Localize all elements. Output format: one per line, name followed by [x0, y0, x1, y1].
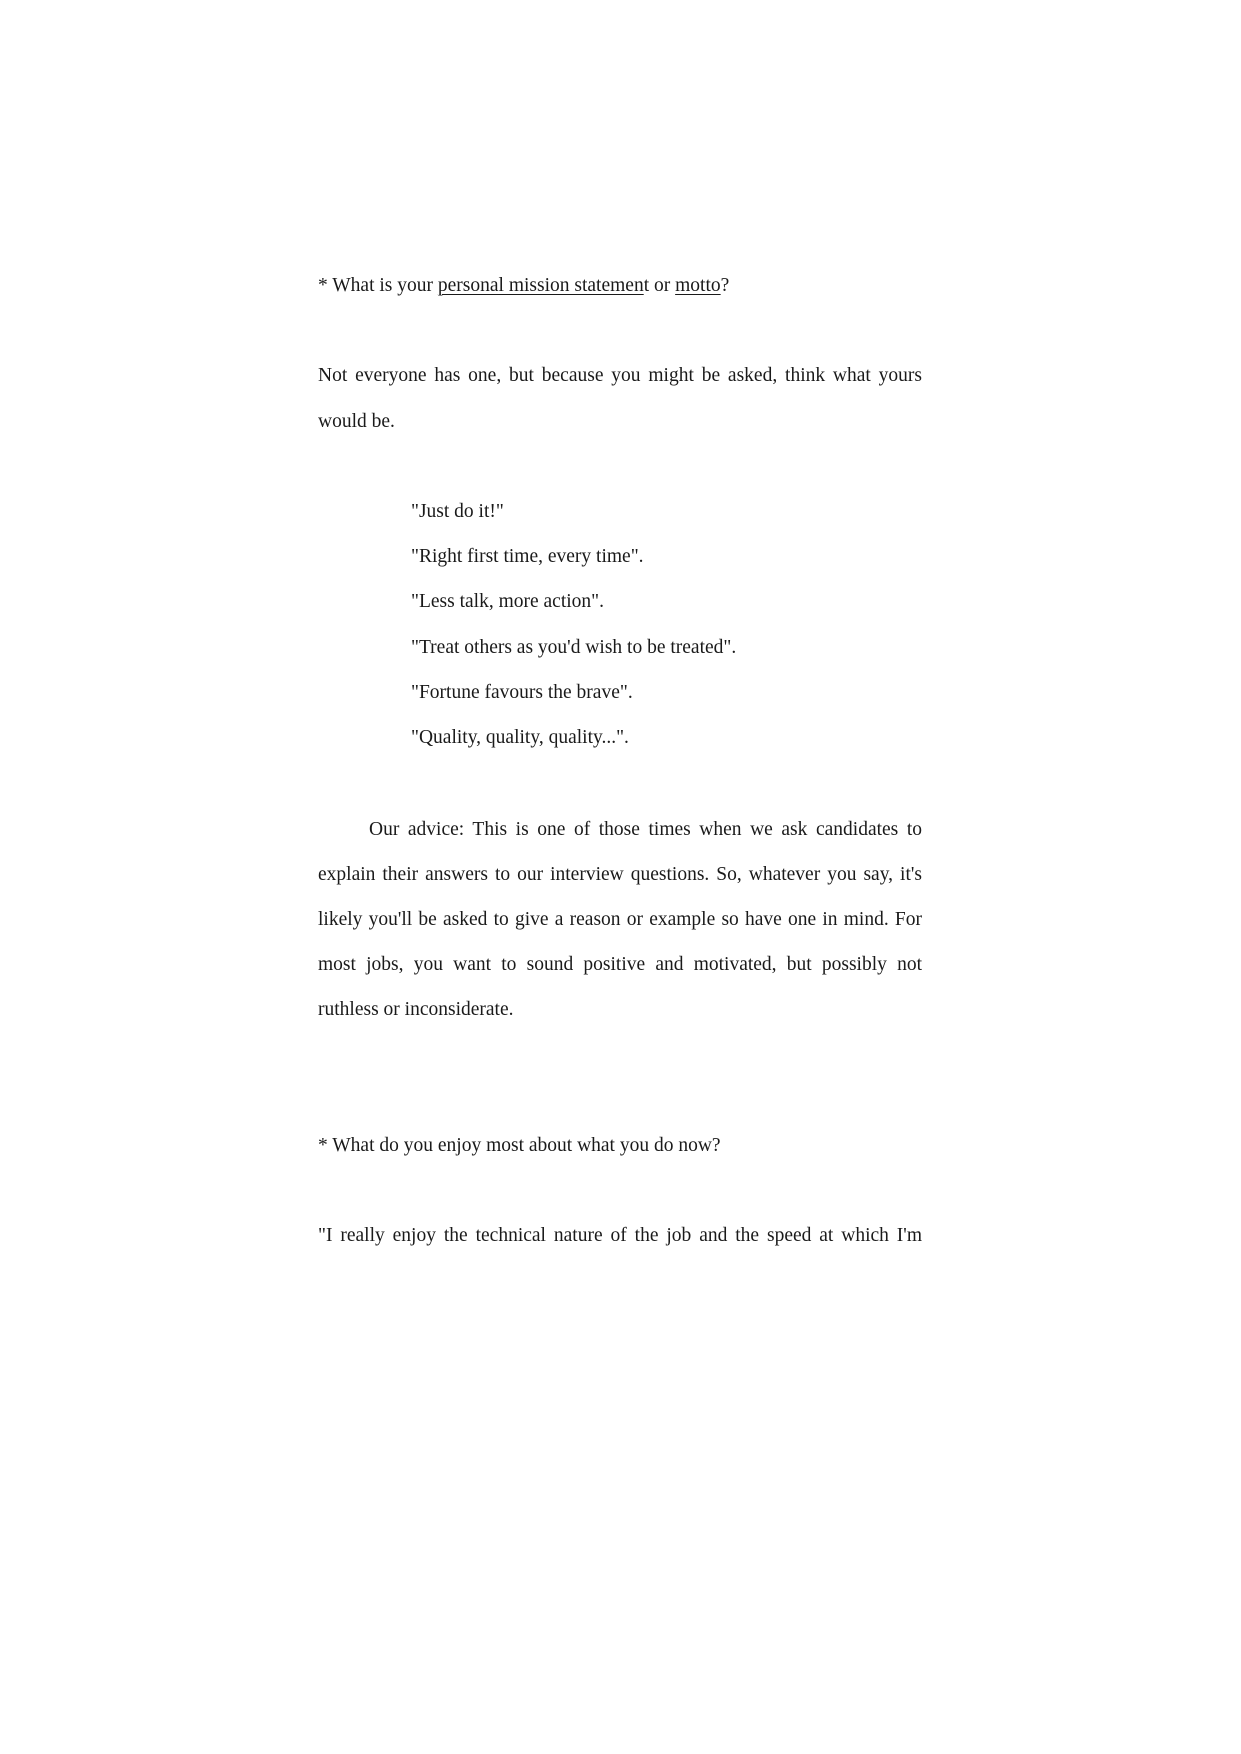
motto-example: "Quality, quality, quality...".	[411, 727, 629, 748]
advice-line-3: likely you'll be asked to give a reason or example so have one in mind. For	[318, 909, 922, 930]
answer-line-1: "I really enjoy the technical nature of the job and the speed at which I'm	[318, 1225, 922, 1246]
link-personal-mission-statement[interactable]: personal mission statemen	[437, 275, 644, 296]
question-prefix: * What is your	[318, 275, 438, 296]
advice-line-4: most jobs, you want to sound positive and motivated, but possibly not	[318, 954, 922, 975]
motto-example: "Treat others as you'd wish to be treated".	[411, 637, 737, 658]
motto-example: "Less talk, more action".	[411, 591, 604, 612]
motto-example: "Fortune favours the brave".	[411, 682, 633, 703]
advice-line-1: Our advice: This is one of those times when we ask candidates to	[369, 819, 922, 840]
intro-line-2: would be.	[318, 411, 395, 432]
question-enjoy-most: * What do you enjoy most about what you do now?	[318, 1135, 721, 1156]
question-mission-statement	[318, 276, 922, 296]
motto-example: "Right first time, every time".	[411, 546, 644, 567]
intro-line-1: Not everyone has one, but because you might be asked, think what yours	[318, 365, 922, 386]
question-mid: t or	[643, 275, 676, 296]
link-motto[interactable]: motto	[675, 275, 721, 296]
motto-example: "Just do it!"	[411, 501, 504, 522]
advice-line-2: explain their answers to our interview questions. So, whatever you say, it's	[318, 864, 922, 885]
advice-line-5: ruthless or inconsiderate.	[318, 999, 514, 1020]
question-suffix: ?	[720, 275, 730, 296]
